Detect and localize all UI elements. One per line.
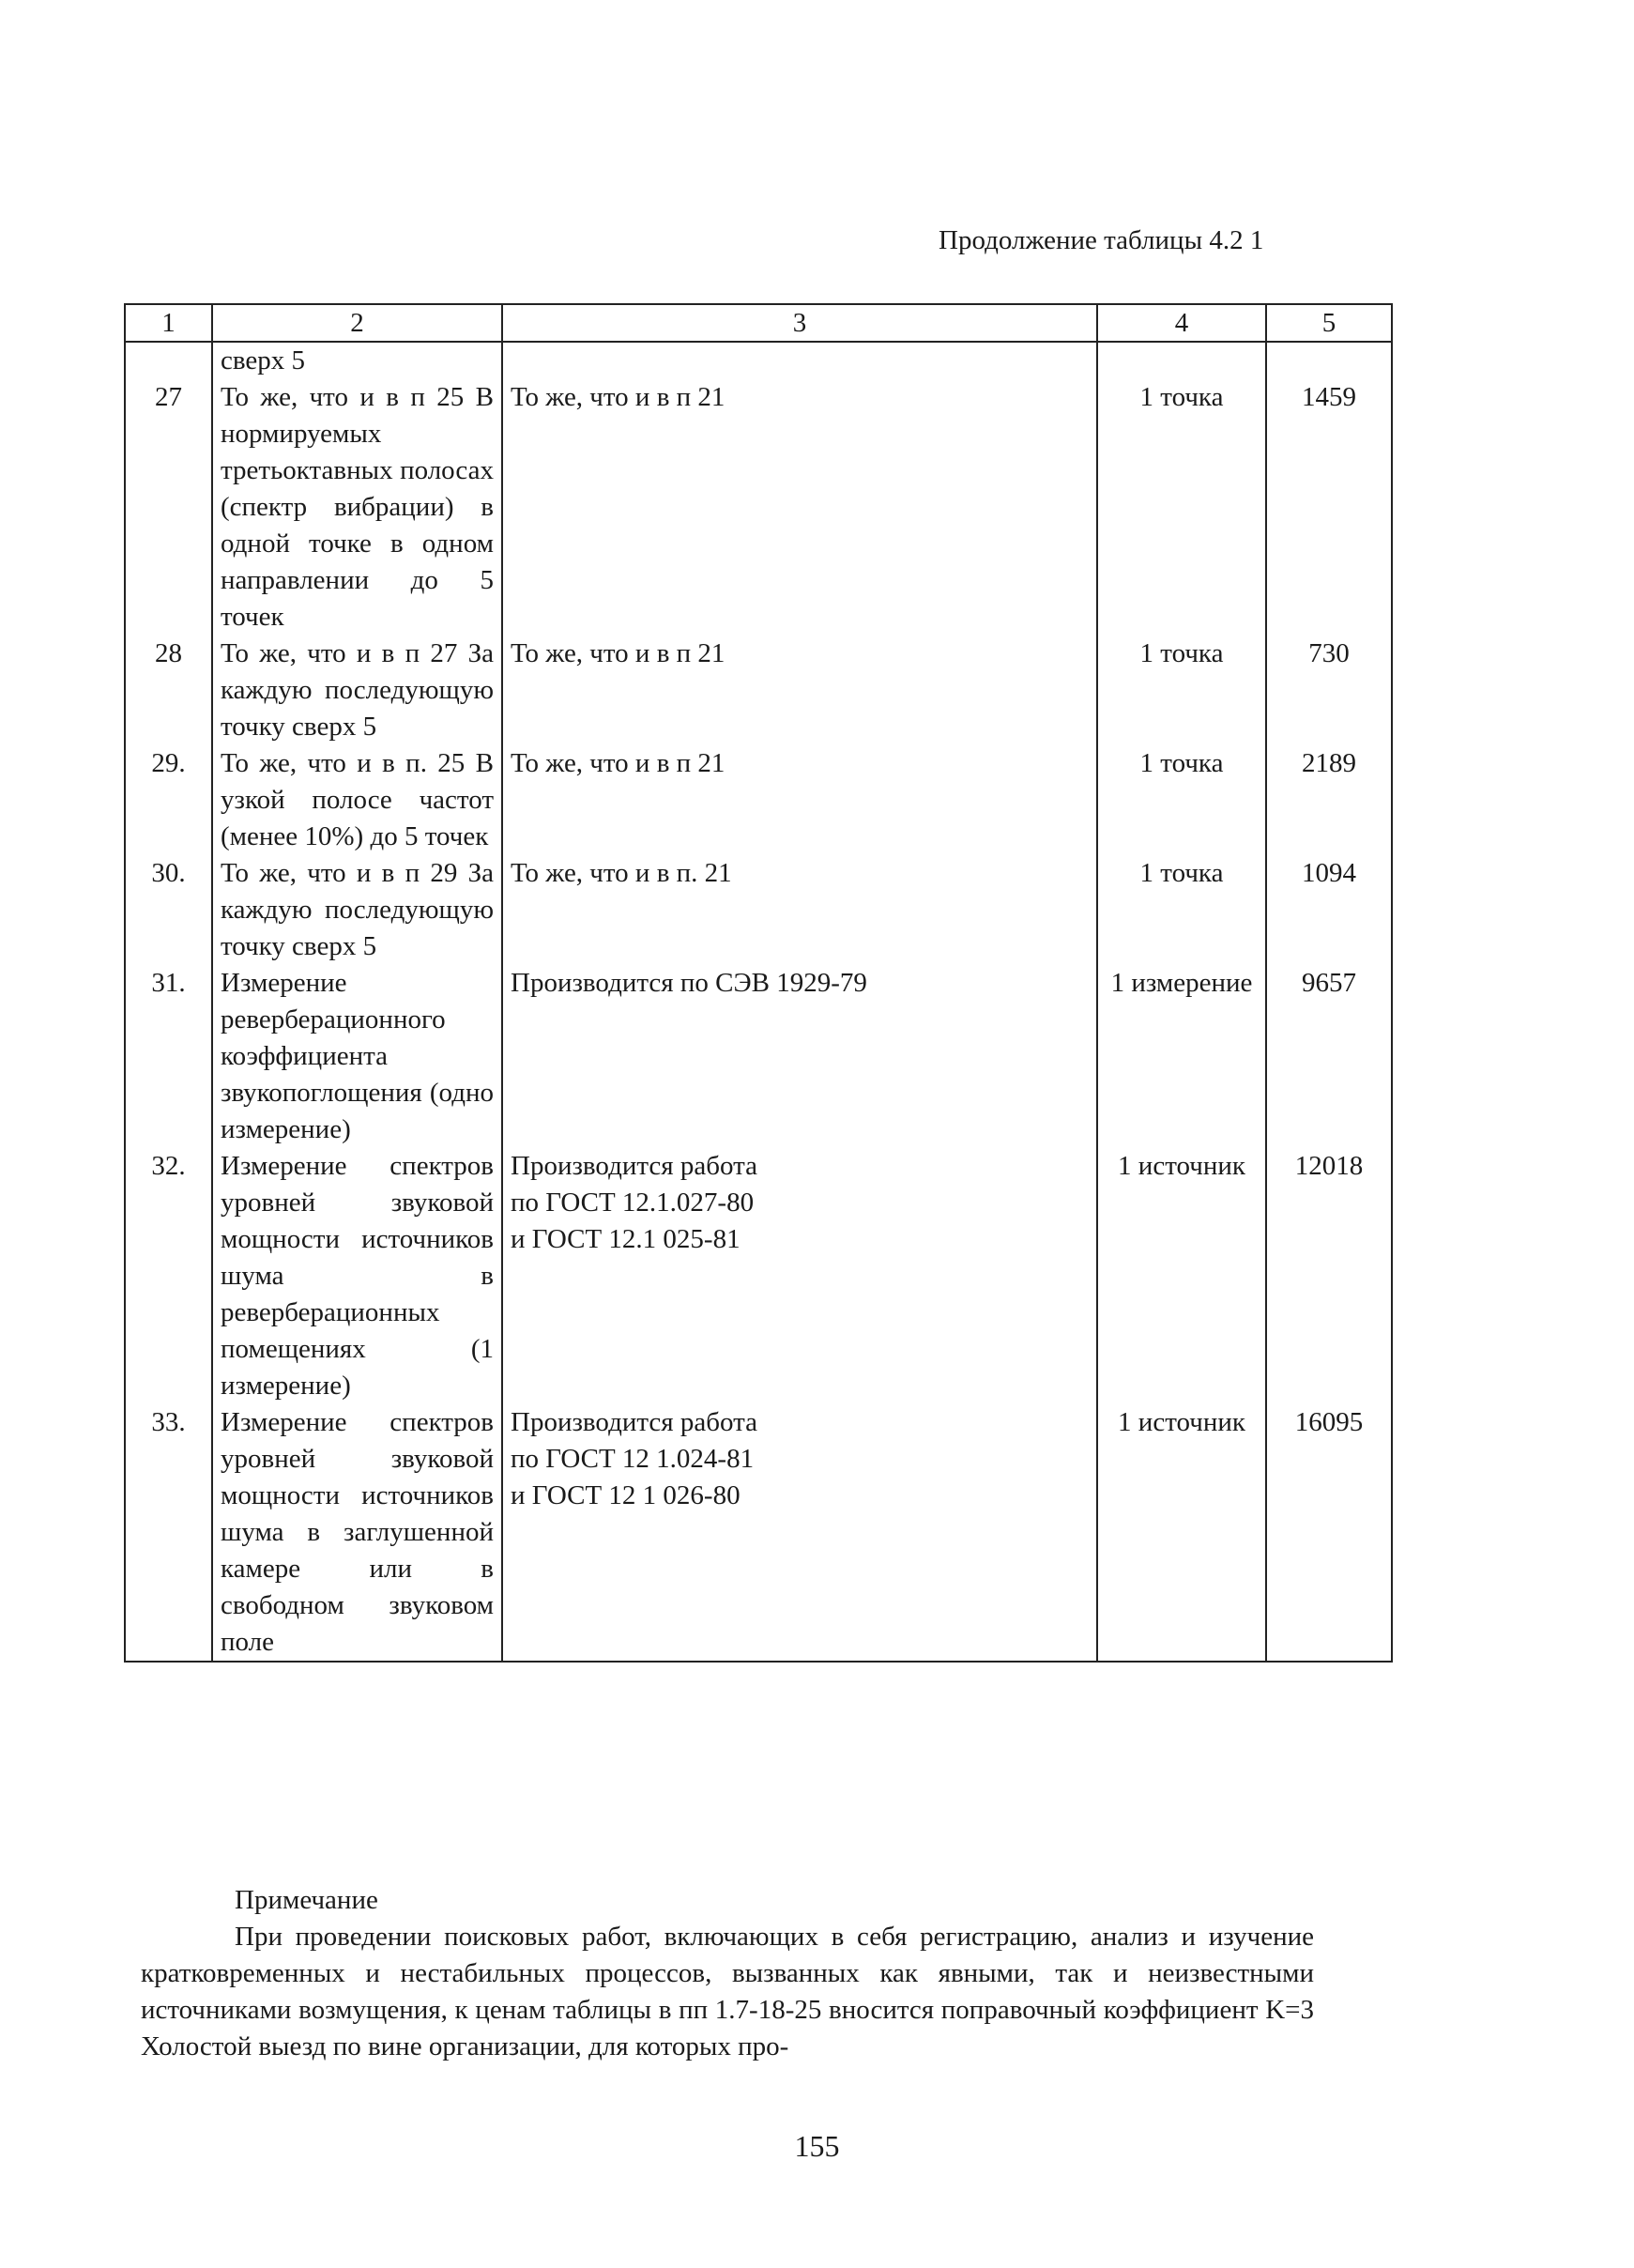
- row-method: [502, 745, 1097, 855]
- row-description: Измерение спектров уровней звуковой мощности источников шума в заглушенной камере или в свободном звуковом поле: [212, 1404, 502, 1662]
- row-price: [1266, 342, 1392, 379]
- header-row: [125, 304, 1392, 342]
- note-block: [141, 1882, 1314, 2065]
- row-number: 31.: [125, 965, 212, 1148]
- price-table: [124, 303, 1393, 1663]
- note-title: Примечание: [235, 1885, 378, 1915]
- row-method-text: Производится по СЭВ 1929-79: [511, 968, 867, 998]
- row-method: [502, 1404, 1097, 1662]
- row-description: То же, что и в п 27 За каждую последующую точку сверх 5: [212, 636, 502, 745]
- row-number: 29.: [125, 745, 212, 855]
- row-method: [502, 1148, 1097, 1404]
- table-row: [125, 636, 1392, 745]
- table-row: [125, 1404, 1392, 1662]
- row-method-text: То же, что и в п 21: [511, 382, 725, 412]
- row-unit: 1 измерение: [1097, 965, 1266, 1148]
- row-method: [502, 379, 1097, 636]
- row-method: [502, 965, 1097, 1148]
- table-caption: Продолжение таблицы 4.2 1: [939, 225, 1264, 255]
- row-price: 9657: [1266, 965, 1392, 1148]
- row-price: 1094: [1266, 855, 1392, 965]
- row-method: [502, 855, 1097, 965]
- row-price: 730: [1266, 636, 1392, 745]
- row-method-text: То же, что и в п 21: [511, 638, 725, 668]
- header-col-1: 1: [125, 304, 212, 342]
- row-unit: 1 точка: [1097, 379, 1266, 636]
- row-number: 28: [125, 636, 212, 745]
- row-number: 27: [125, 379, 212, 636]
- row-unit: 1 точка: [1097, 855, 1266, 965]
- page-number: 155: [794, 2129, 840, 2163]
- row-description: сверх 5: [212, 342, 502, 379]
- row-price: 16095: [1266, 1404, 1392, 1662]
- row-description: Измерение реверберационного коэффициента звукопоглощения (одно измерение): [212, 965, 502, 1148]
- row-method: [502, 636, 1097, 745]
- row-number: 33.: [125, 1404, 212, 1662]
- row-description: То же, что и в п 25 В нормируемых третьоктавных полосах (спектр вибрации) в одной точке в одном направлении до 5 точек: [212, 379, 502, 636]
- table-row: [125, 379, 1392, 636]
- row-unit: 1 точка: [1097, 745, 1266, 855]
- row-description: То же, что и в п. 25 В узкой полосе частот (менее 10%) до 5 точек: [212, 745, 502, 855]
- row-method-text: Производится работа по ГОСТ 12 1.024-81 и ГОСТ 12 1 026-80: [511, 1407, 757, 1510]
- row-number: 32.: [125, 1148, 212, 1404]
- row-price: 12018: [1266, 1148, 1392, 1404]
- header-col-3: 3: [502, 304, 1097, 342]
- row-unit: 1 точка: [1097, 636, 1266, 745]
- row-unit: 1 источник: [1097, 1404, 1266, 1662]
- row-price: 1459: [1266, 379, 1392, 636]
- table-row: [125, 1148, 1392, 1404]
- row-unit: 1 источник: [1097, 1148, 1266, 1404]
- row-description: То же, что и в п 29 За каждую последующую точку сверх 5: [212, 855, 502, 965]
- row-price: 2189: [1266, 745, 1392, 855]
- header-col-2: 2: [212, 304, 502, 342]
- header-col-5: 5: [1266, 304, 1392, 342]
- row-number: 30.: [125, 855, 212, 965]
- table-header: [125, 304, 1392, 342]
- table-row: [125, 855, 1392, 965]
- row-description: Измерение спектров уровней звуковой мощности источников шума в реверберационных помещениях (1 измерение): [212, 1148, 502, 1404]
- row-number: [125, 342, 212, 379]
- note-text: При проведении поисковых работ, включающих в себя регистрацию, анализ и изучение кратковременных и нестабильных процессов, вызванных как явными, так и неизвестными источниками возмущения, к ценам таблицы в пп 1.7-18-25 вносится поправочный коэффициент K=3 Холостой выезд по вине организации, для которых про-: [141, 1922, 1314, 2061]
- row-unit: [1097, 342, 1266, 379]
- row-method-text: Производится работа по ГОСТ 12.1.027-80 и ГОСТ 12.1 025-81: [511, 1151, 757, 1254]
- table-row: [125, 965, 1392, 1148]
- row-method: [502, 342, 1097, 379]
- row-method-text: То же, что и в п 21: [511, 748, 725, 778]
- header-col-4: 4: [1097, 304, 1266, 342]
- table-row: [125, 745, 1392, 855]
- row-method-text: То же, что и в п. 21: [511, 858, 732, 888]
- table-body: [125, 342, 1392, 1662]
- table-row: [125, 342, 1392, 379]
